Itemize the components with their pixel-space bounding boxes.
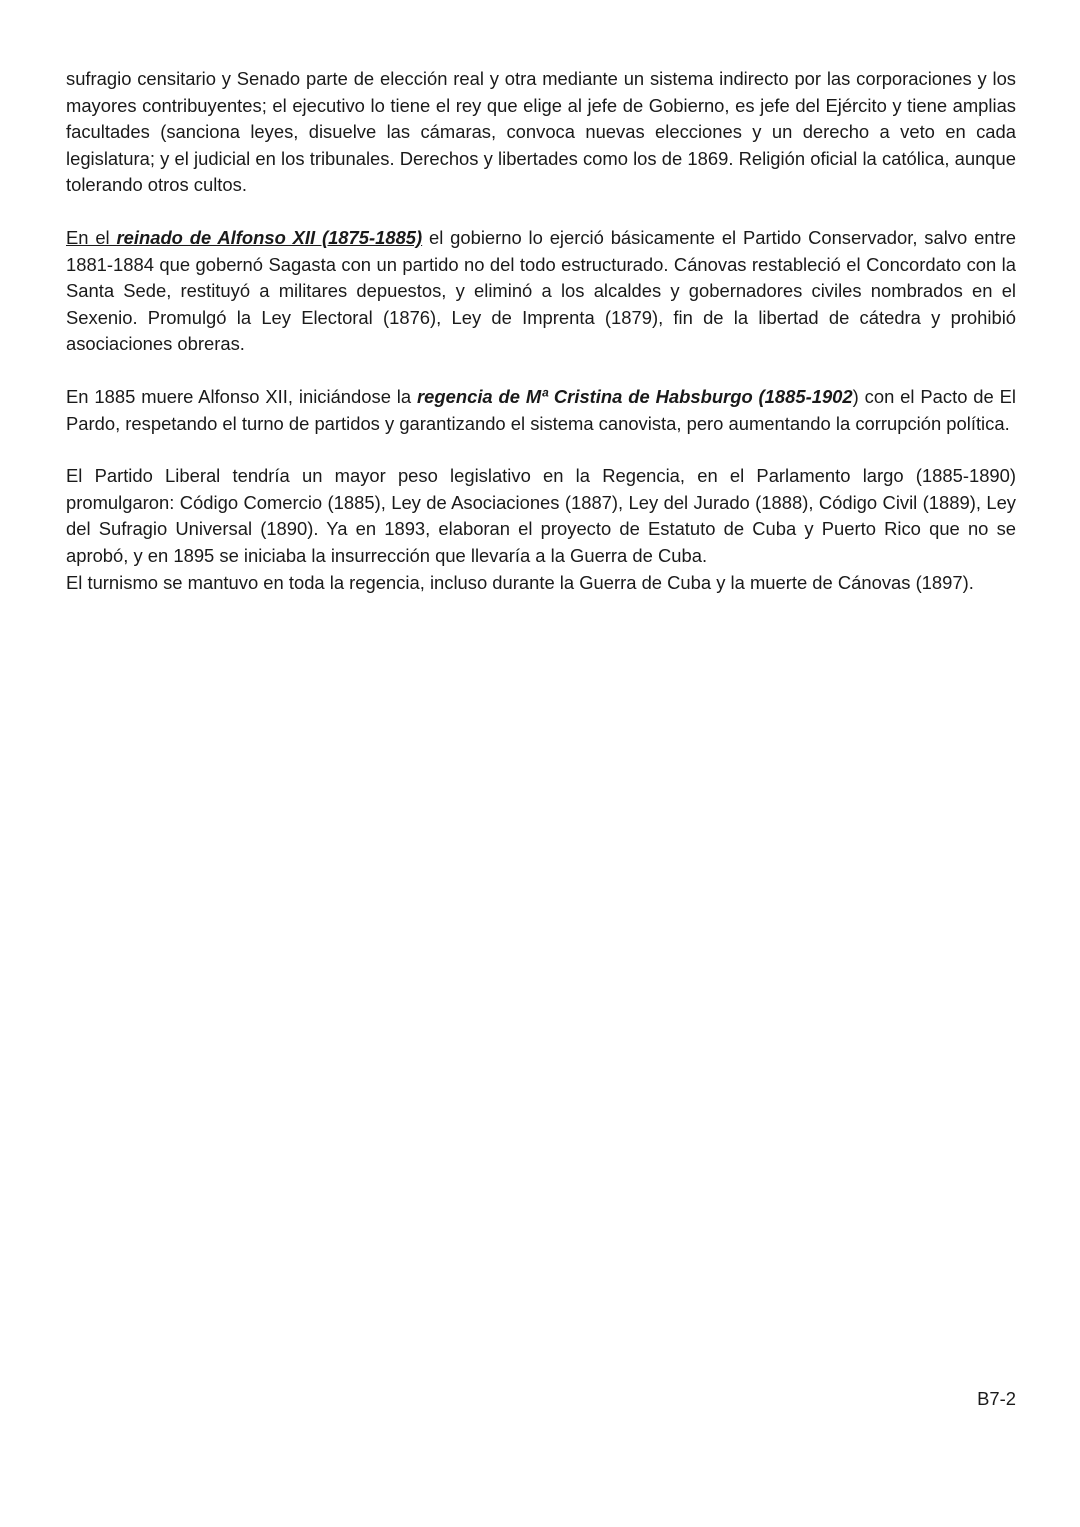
- text-run: (1876),: [372, 306, 452, 328]
- text-run: tendría un: [220, 465, 335, 487]
- text-run: sufragio censitario y Senado parte de elección real y otra mediante un sistema indirecto por las corporaciones y los mayores contribuyentes; el: [66, 68, 1016, 116]
- emphasis-text: 1881-1884: [66, 253, 154, 275]
- emphasis-text: Derechos y libertades como los de 1869. Religión: [399, 147, 806, 169]
- text-run: se iniciaba la: [214, 544, 331, 566]
- emphasis-text: ejecutivo lo tiene el rey: [292, 94, 482, 116]
- emphasis-text: corrupción política: [855, 412, 1005, 434]
- emphasis-text: asociaciones obreras: [66, 333, 240, 355]
- page-number: B7-2: [977, 1388, 1016, 1409]
- text-run: que elige al jefe de Gobierno, es jefe del Ejército y tiene amplias facultades (sanciona leyes, disuelve las cámaras, convoca nuevas elecciones y un derecho a veto en cada legislatura; y el: [66, 94, 1016, 169]
- text-run: , incluso durante la: [419, 571, 580, 593]
- text-run: que no se aprobó, y en: [66, 518, 1016, 566]
- text-run: y: [379, 412, 400, 434]
- text-run: que gobernó: [153, 253, 269, 275]
- emphasis-text: Guerra de Cuba: [579, 571, 712, 593]
- text-run: , restituyó a: [166, 280, 279, 302]
- text-run: , pero aumentando la: [676, 412, 856, 434]
- paragraph-alfonso-xii: [66, 225, 1016, 358]
- text-run: .: [389, 147, 400, 169]
- text-run: .: [701, 544, 708, 566]
- emphasis-text: Ley de Imprenta: [451, 306, 595, 328]
- emphasis-text: tolerando otros cultos: [66, 174, 242, 196]
- emphasis-text: sistema canovista: [530, 412, 677, 434]
- emphasis-text: Concordato con la Santa Sede: [66, 253, 1016, 302]
- emphasis-text: turnismo: [87, 571, 158, 593]
- emphasis-text: Guerra de Cuba: [570, 544, 702, 566]
- emphasis-text: Sagasta: [268, 253, 336, 275]
- emphasis-text: n 1893: [365, 518, 426, 540]
- text-run: el: [505, 412, 531, 434]
- emphasis-text: 1895: [173, 544, 215, 566]
- emphasis-text: mayor peso legislativo en la Regencia: [334, 465, 680, 487]
- emphasis-text: Ley Electoral: [261, 306, 373, 328]
- emphasis-text: alcaldes y gobernadores civiles: [593, 280, 862, 302]
- paragraph-constitution: [66, 66, 1016, 199]
- text-run: con un partido no del todo estructurado. Cánovas restableció el: [335, 253, 867, 275]
- emphasis-text: judicial en los tribunales: [194, 147, 390, 169]
- text-run: En: [66, 385, 95, 407]
- text-run: el gobierno lo ejerció básicamente el: [422, 226, 743, 248]
- emphasis-text: Pacto de El Pardo: [66, 385, 1016, 434]
- text-run: .: [239, 333, 245, 355]
- text-run: (1897).: [910, 571, 974, 593]
- emphasis-text: En el: [66, 226, 117, 248]
- emphasis-text: Partido Conservador: [742, 226, 913, 248]
- text-run: , elaboran el: [425, 518, 541, 540]
- text-run: ) con el: [852, 385, 921, 407]
- text-run: , aunque: [944, 147, 1016, 169]
- emphasis-text: garantizando: [399, 412, 506, 434]
- text-run: y la: [711, 571, 750, 593]
- text-run: (1885-1890) promulgaron: Código Comercio (1885), Ley de Asociaciones (1887), Ley del Jurado (1888), Código Civil (1889), Ley del Sufragio Universal (1890). Ya e: [66, 465, 1017, 540]
- text-run: , respetando el: [115, 412, 242, 434]
- text-run: se mantuvo en: [158, 571, 289, 593]
- text-run: , iniciándose la: [287, 385, 418, 407]
- text-run: depuestos, y eliminó a los: [347, 280, 594, 302]
- paragraph-turnismo: [66, 570, 1016, 597]
- text-run: y prohibió: [920, 306, 1017, 328]
- text-run: oficial: [805, 147, 863, 169]
- text-run: nombrados en el Sexenio. Promulgó la: [66, 280, 1017, 328]
- text-run: (1879), fin de la: [594, 306, 759, 328]
- paragraph-liberal-party: [66, 463, 1016, 569]
- emphasis-text: el Parlamento largo: [729, 465, 904, 487]
- emphasis-text: proyecto de Estatuto de Cuba y Puerto Rico: [540, 518, 921, 540]
- text-run: El: [66, 571, 88, 593]
- paragraph-regency: [66, 384, 1016, 437]
- text-run: .: [1004, 412, 1010, 434]
- emphasis-text: libertad de cátedra: [758, 306, 921, 328]
- emphasis-text: la católica: [862, 147, 945, 169]
- document-body: [66, 66, 1016, 622]
- emphasis-text: 1885 muere Alfonso XII: [94, 385, 288, 407]
- text-run: El: [66, 465, 95, 487]
- text-run: , en: [679, 465, 730, 487]
- emphasis-text: Partido Liberal: [94, 465, 221, 487]
- emphasis-text: toda la regencia: [288, 571, 420, 593]
- emphasis-text: muerte de Cánovas: [749, 571, 911, 593]
- emphasis-text: militares: [278, 280, 348, 302]
- emphasis-text: turno de partidos: [241, 412, 380, 434]
- text-run: , salvo entre: [912, 226, 1016, 248]
- emphasis-text: regencia de Mª Cristina de Habsburgo (1885-1902: [417, 385, 853, 407]
- text-run: que llevaría a la: [429, 544, 571, 566]
- text-run: .: [241, 174, 247, 196]
- emphasis-text: insurrección: [330, 544, 430, 566]
- emphasis-text: reinado de Alfonso XII (1875-1885): [116, 226, 423, 248]
